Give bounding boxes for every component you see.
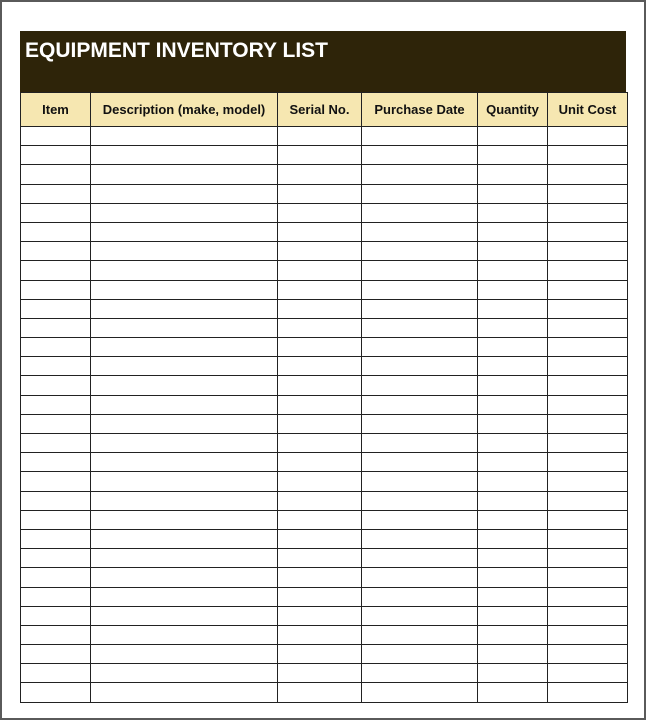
cell-purchase-date[interactable] (362, 664, 478, 683)
cell-serial-no[interactable] (278, 222, 362, 241)
cell-item[interactable] (21, 606, 91, 625)
table-row (21, 203, 628, 222)
cell-purchase-date[interactable] (362, 376, 478, 395)
cell-description[interactable] (91, 434, 278, 453)
cell-description[interactable] (91, 395, 278, 414)
cell-quantity[interactable] (478, 127, 548, 146)
cell-unit-cost[interactable] (548, 318, 628, 337)
cell-quantity[interactable] (478, 491, 548, 510)
table-row (21, 472, 628, 491)
cell-purchase-date[interactable] (362, 587, 478, 606)
cell-description[interactable] (91, 645, 278, 664)
cell-purchase-date[interactable] (362, 414, 478, 433)
cell-unit-cost[interactable] (548, 664, 628, 683)
cell-quantity[interactable] (478, 414, 548, 433)
table-row (21, 664, 628, 683)
cell-unit-cost[interactable] (548, 414, 628, 433)
cell-item[interactable] (21, 549, 91, 568)
cell-purchase-date[interactable] (362, 606, 478, 625)
cell-unit-cost[interactable] (548, 549, 628, 568)
table-row (21, 165, 628, 184)
cell-quantity[interactable] (478, 357, 548, 376)
cell-description[interactable] (91, 625, 278, 644)
cell-serial-no[interactable] (278, 165, 362, 184)
table-row (21, 376, 628, 395)
cell-serial-no[interactable] (278, 357, 362, 376)
cell-unit-cost[interactable] (548, 299, 628, 318)
cell-item[interactable] (21, 318, 91, 337)
cell-quantity[interactable] (478, 165, 548, 184)
cell-purchase-date[interactable] (362, 568, 478, 587)
cell-item[interactable] (21, 664, 91, 683)
table-row (21, 242, 628, 261)
cell-purchase-date[interactable] (362, 299, 478, 318)
cell-description[interactable] (91, 472, 278, 491)
cell-serial-no[interactable] (278, 491, 362, 510)
cell-quantity[interactable] (478, 146, 548, 165)
cell-description[interactable] (91, 683, 278, 702)
cell-quantity[interactable] (478, 664, 548, 683)
cell-purchase-date[interactable] (362, 184, 478, 203)
table-row (21, 318, 628, 337)
column-header-quantity: Quantity (478, 93, 548, 127)
cell-description[interactable] (91, 242, 278, 261)
title-bar (20, 31, 626, 92)
column-header-serial-no: Serial No. (278, 93, 362, 127)
cell-purchase-date[interactable] (362, 683, 478, 702)
page-title: EQUIPMENT INVENTORY LIST (25, 39, 328, 62)
table-row (21, 280, 628, 299)
cell-serial-no[interactable] (278, 395, 362, 414)
cell-purchase-date[interactable] (362, 203, 478, 222)
cell-purchase-date[interactable] (362, 261, 478, 280)
table-row (21, 568, 628, 587)
cell-purchase-date[interactable] (362, 357, 478, 376)
cell-quantity[interactable] (478, 222, 548, 241)
cell-unit-cost[interactable] (548, 242, 628, 261)
column-header-item: Item (21, 93, 91, 127)
cell-purchase-date[interactable] (362, 146, 478, 165)
cell-description[interactable] (91, 184, 278, 203)
table-row (21, 453, 628, 472)
cell-description[interactable] (91, 146, 278, 165)
cell-quantity[interactable] (478, 568, 548, 587)
cell-description[interactable] (91, 453, 278, 472)
table-row (21, 261, 628, 280)
cell-item[interactable] (21, 165, 91, 184)
cell-quantity[interactable] (478, 529, 548, 548)
cell-quantity[interactable] (478, 299, 548, 318)
table-row (21, 510, 628, 529)
table-row (21, 491, 628, 510)
table-row (21, 529, 628, 548)
cell-description[interactable] (91, 568, 278, 587)
cell-purchase-date[interactable] (362, 165, 478, 184)
cell-description[interactable] (91, 338, 278, 357)
cell-serial-no[interactable] (278, 510, 362, 529)
cell-purchase-date[interactable] (362, 222, 478, 241)
table-row (21, 434, 628, 453)
cell-unit-cost[interactable] (548, 453, 628, 472)
cell-unit-cost[interactable] (548, 203, 628, 222)
cell-description[interactable] (91, 280, 278, 299)
cell-serial-no[interactable] (278, 299, 362, 318)
cell-unit-cost[interactable] (548, 587, 628, 606)
cell-unit-cost[interactable] (548, 625, 628, 644)
cell-serial-no[interactable] (278, 453, 362, 472)
cell-description[interactable] (91, 376, 278, 395)
cell-serial-no[interactable] (278, 280, 362, 299)
cell-serial-no[interactable] (278, 203, 362, 222)
cell-purchase-date[interactable] (362, 510, 478, 529)
cell-purchase-date[interactable] (362, 472, 478, 491)
cell-serial-no[interactable] (278, 664, 362, 683)
cell-purchase-date[interactable] (362, 453, 478, 472)
cell-item[interactable] (21, 338, 91, 357)
cell-serial-no[interactable] (278, 146, 362, 165)
cell-purchase-date[interactable] (362, 280, 478, 299)
cell-description[interactable] (91, 318, 278, 337)
cell-unit-cost[interactable] (548, 510, 628, 529)
cell-item[interactable] (21, 587, 91, 606)
inventory-table (20, 92, 628, 703)
table-row (21, 146, 628, 165)
cell-description[interactable] (91, 299, 278, 318)
cell-item[interactable] (21, 568, 91, 587)
cell-purchase-date[interactable] (362, 529, 478, 548)
cell-purchase-date[interactable] (362, 549, 478, 568)
cell-description[interactable] (91, 529, 278, 548)
cell-serial-no[interactable] (278, 472, 362, 491)
cell-unit-cost[interactable] (548, 395, 628, 414)
cell-serial-no[interactable] (278, 549, 362, 568)
cell-quantity[interactable] (478, 453, 548, 472)
cell-serial-no[interactable] (278, 683, 362, 702)
column-header-purchase-date: Purchase Date (362, 93, 478, 127)
cell-unit-cost[interactable] (548, 645, 628, 664)
cell-item[interactable] (21, 491, 91, 510)
cell-serial-no[interactable] (278, 529, 362, 548)
cell-purchase-date[interactable] (362, 338, 478, 357)
cell-description[interactable] (91, 127, 278, 146)
cell-item[interactable] (21, 529, 91, 548)
cell-item[interactable] (21, 127, 91, 146)
cell-unit-cost[interactable] (548, 491, 628, 510)
cell-item[interactable] (21, 184, 91, 203)
cell-quantity[interactable] (478, 625, 548, 644)
cell-serial-no[interactable] (278, 625, 362, 644)
table-row (21, 587, 628, 606)
cell-purchase-date[interactable] (362, 645, 478, 664)
cell-purchase-date[interactable] (362, 242, 478, 261)
cell-unit-cost[interactable] (548, 606, 628, 625)
cell-item[interactable] (21, 510, 91, 529)
cell-serial-no[interactable] (278, 318, 362, 337)
cell-quantity[interactable] (478, 338, 548, 357)
cell-serial-no[interactable] (278, 261, 362, 280)
cell-unit-cost[interactable] (548, 338, 628, 357)
cell-quantity[interactable] (478, 606, 548, 625)
cell-serial-no[interactable] (278, 568, 362, 587)
cell-item[interactable] (21, 242, 91, 261)
cell-description[interactable] (91, 606, 278, 625)
table-row (21, 395, 628, 414)
cell-item[interactable] (21, 683, 91, 702)
cell-unit-cost[interactable] (548, 280, 628, 299)
column-header-description: Description (make, model) (91, 93, 278, 127)
cell-item[interactable] (21, 203, 91, 222)
cell-unit-cost[interactable] (548, 165, 628, 184)
cell-quantity[interactable] (478, 280, 548, 299)
cell-item[interactable] (21, 261, 91, 280)
cell-quantity[interactable] (478, 434, 548, 453)
cell-unit-cost[interactable] (548, 568, 628, 587)
cell-serial-no[interactable] (278, 242, 362, 261)
cell-serial-no[interactable] (278, 127, 362, 146)
inventory-sheet (20, 31, 626, 703)
table-row (21, 338, 628, 357)
table-row (21, 625, 628, 644)
cell-quantity[interactable] (478, 645, 548, 664)
table-row (21, 222, 628, 241)
cell-unit-cost[interactable] (548, 357, 628, 376)
cell-item[interactable] (21, 645, 91, 664)
cell-description[interactable] (91, 491, 278, 510)
cell-quantity[interactable] (478, 318, 548, 337)
cell-quantity[interactable] (478, 184, 548, 203)
table-row (21, 414, 628, 433)
cell-description[interactable] (91, 414, 278, 433)
cell-unit-cost[interactable] (548, 376, 628, 395)
table-row (21, 606, 628, 625)
cell-quantity[interactable] (478, 376, 548, 395)
table-row (21, 645, 628, 664)
cell-purchase-date[interactable] (362, 434, 478, 453)
cell-quantity[interactable] (478, 242, 548, 261)
cell-purchase-date[interactable] (362, 491, 478, 510)
cell-purchase-date[interactable] (362, 395, 478, 414)
column-header-unit-cost: Unit Cost (548, 93, 628, 127)
cell-description[interactable] (91, 222, 278, 241)
cell-item[interactable] (21, 146, 91, 165)
cell-description[interactable] (91, 165, 278, 184)
cell-item[interactable] (21, 472, 91, 491)
table-row (21, 127, 628, 146)
cell-serial-no[interactable] (278, 184, 362, 203)
cell-quantity[interactable] (478, 261, 548, 280)
cell-item[interactable] (21, 434, 91, 453)
cell-quantity[interactable] (478, 395, 548, 414)
cell-item[interactable] (21, 299, 91, 318)
cell-quantity[interactable] (478, 510, 548, 529)
cell-description[interactable] (91, 357, 278, 376)
table-row (21, 683, 628, 702)
table-body (21, 127, 628, 703)
cell-description[interactable] (91, 587, 278, 606)
table-row (21, 357, 628, 376)
cell-serial-no[interactable] (278, 587, 362, 606)
cell-unit-cost[interactable] (548, 434, 628, 453)
table-row (21, 549, 628, 568)
table-header-row (21, 93, 628, 127)
cell-quantity[interactable] (478, 472, 548, 491)
cell-quantity[interactable] (478, 549, 548, 568)
cell-serial-no[interactable] (278, 376, 362, 395)
cell-description[interactable] (91, 664, 278, 683)
cell-serial-no[interactable] (278, 606, 362, 625)
cell-description[interactable] (91, 549, 278, 568)
table-row (21, 299, 628, 318)
cell-description[interactable] (91, 203, 278, 222)
cell-unit-cost[interactable] (548, 529, 628, 548)
cell-serial-no[interactable] (278, 338, 362, 357)
cell-quantity[interactable] (478, 203, 548, 222)
cell-item[interactable] (21, 414, 91, 433)
cell-item[interactable] (21, 395, 91, 414)
cell-purchase-date[interactable] (362, 127, 478, 146)
cell-description[interactable] (91, 510, 278, 529)
cell-purchase-date[interactable] (362, 625, 478, 644)
cell-item[interactable] (21, 453, 91, 472)
cell-item[interactable] (21, 625, 91, 644)
cell-unit-cost[interactable] (548, 683, 628, 702)
cell-serial-no[interactable] (278, 434, 362, 453)
cell-description[interactable] (91, 261, 278, 280)
cell-item[interactable] (21, 222, 91, 241)
cell-quantity[interactable] (478, 683, 548, 702)
cell-quantity[interactable] (478, 587, 548, 606)
table-row (21, 184, 628, 203)
cell-unit-cost[interactable] (548, 184, 628, 203)
cell-unit-cost[interactable] (548, 146, 628, 165)
cell-item[interactable] (21, 280, 91, 299)
cell-unit-cost[interactable] (548, 472, 628, 491)
cell-unit-cost[interactable] (548, 127, 628, 146)
cell-item[interactable] (21, 357, 91, 376)
cell-serial-no[interactable] (278, 414, 362, 433)
cell-unit-cost[interactable] (548, 222, 628, 241)
cell-item[interactable] (21, 376, 91, 395)
cell-unit-cost[interactable] (548, 261, 628, 280)
cell-purchase-date[interactable] (362, 318, 478, 337)
cell-serial-no[interactable] (278, 645, 362, 664)
